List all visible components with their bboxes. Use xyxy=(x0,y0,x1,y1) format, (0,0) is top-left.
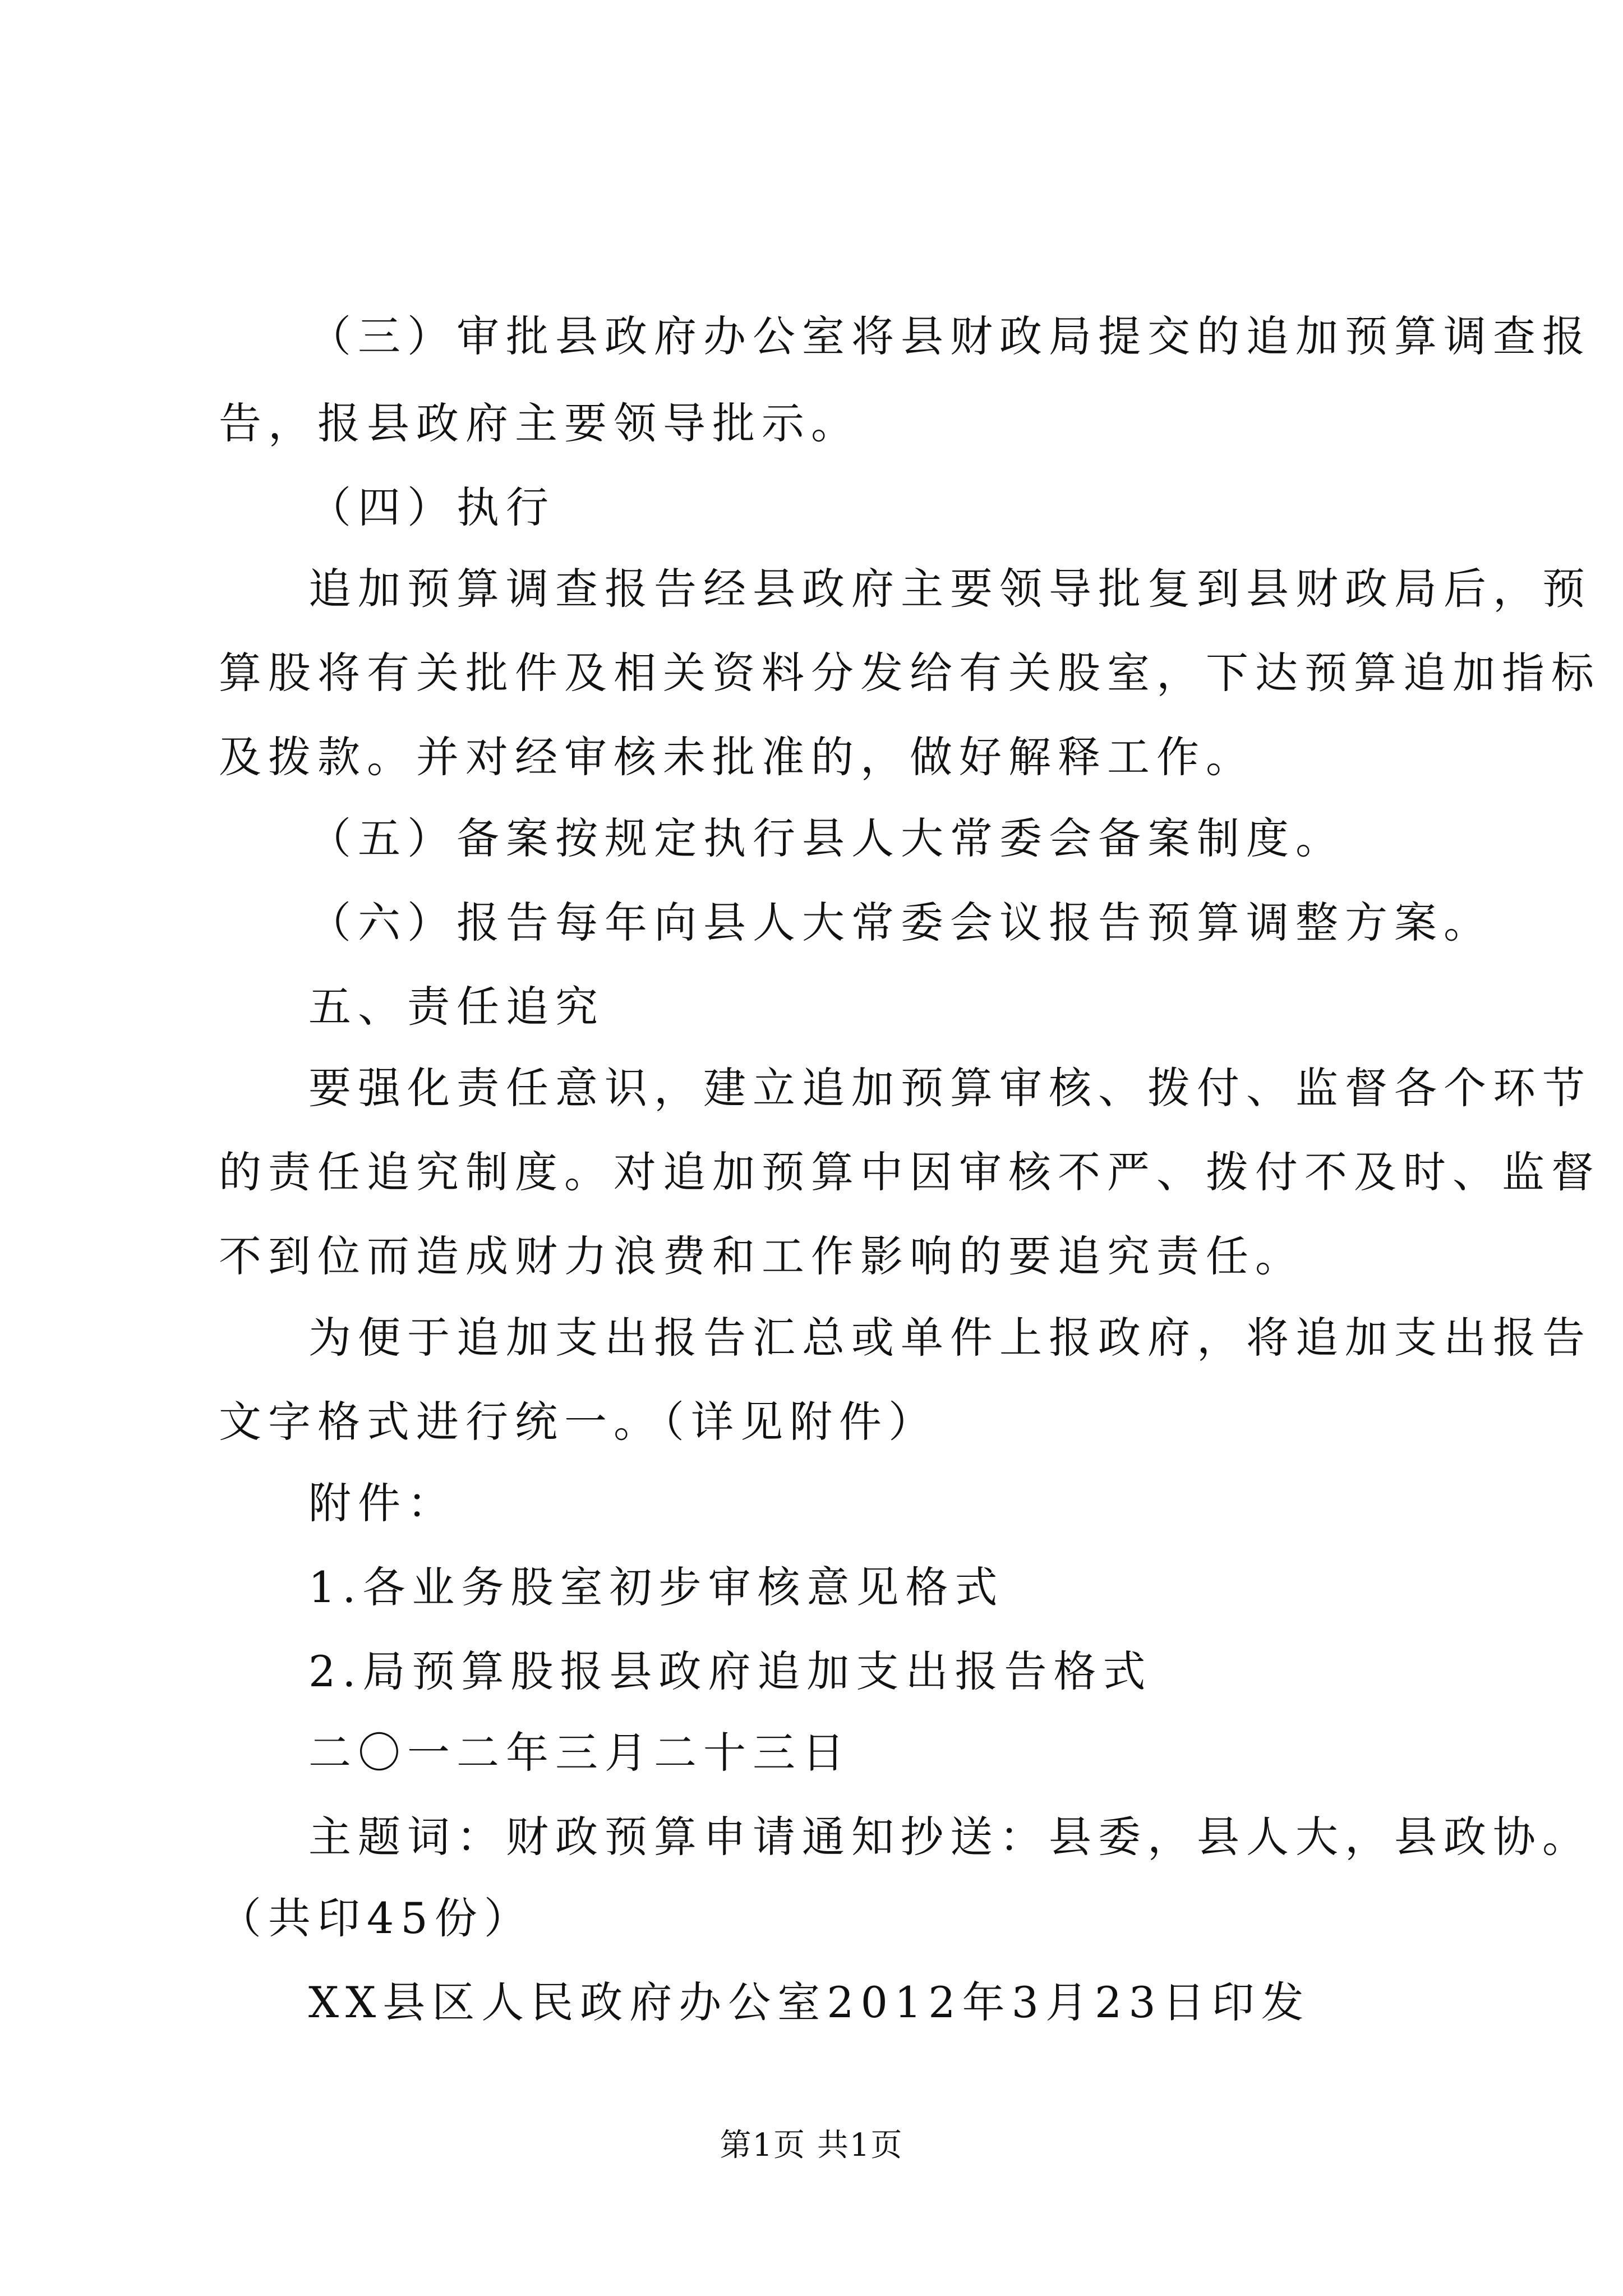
attachment-heading: 附件： xyxy=(308,1478,457,1528)
attachment-item: 2.局预算股报县政府追加支出报告格式 xyxy=(308,1646,1152,1696)
paragraph-line: 及拨款。并对经审核未批准的，做好解释工作。 xyxy=(219,732,1255,782)
paragraph-line: 为便于追加支出报告汇总或单件上报政府，将追加支出报告 xyxy=(308,1313,1592,1363)
paragraph-line: 追加预算调查报告经县政府主要领导批复到县财政局后，预 xyxy=(308,564,1592,614)
paragraph-line: 算股将有关批件及相关资料分发给有关股室，下达预算追加指标 xyxy=(219,648,1601,698)
issuer-line: XX县区人民政府办公室2012年3月23日印发 xyxy=(308,1977,1311,2027)
section-heading: （四）执行 xyxy=(308,482,555,532)
document-date: 二〇一二年三月二十三日 xyxy=(308,1728,851,1778)
subject-words: 主题词：财政预算申请通知抄送：县委，县人大，县政协。 xyxy=(308,1812,1592,1862)
paragraph-line: 要强化责任意识，建立追加预算审核、拨付、监督各个环节 xyxy=(308,1063,1592,1113)
print-count: （共印45份） xyxy=(219,1893,533,1943)
paragraph-line: 的责任追究制度。对追加预算中因审核不严、拨付不及时、监督 xyxy=(219,1147,1601,1197)
attachment-item: 1.各业务股室初步审核意见格式 xyxy=(308,1562,1004,1612)
paragraph-line: （五）备案按规定执行县人大常委会备案制度。 xyxy=(308,813,1345,863)
paragraph-line: （三）审批县政府办公室将县财政局提交的追加预算调查报 xyxy=(308,311,1592,361)
page-number-footer: 第1页 共1页 xyxy=(720,2127,903,2164)
paragraph-line: 告，报县政府主要领导批示。 xyxy=(219,398,860,448)
paragraph-line: 不到位而造成财力浪费和工作影响的要追究责任。 xyxy=(219,1231,1304,1281)
paragraph-line: （六）报告每年向县人大常委会议报告预算调整方案。 xyxy=(308,898,1493,947)
section-heading: 五、责任追究 xyxy=(308,982,605,1032)
paragraph-line: 文字格式进行统一。（详见附件） xyxy=(219,1397,938,1447)
